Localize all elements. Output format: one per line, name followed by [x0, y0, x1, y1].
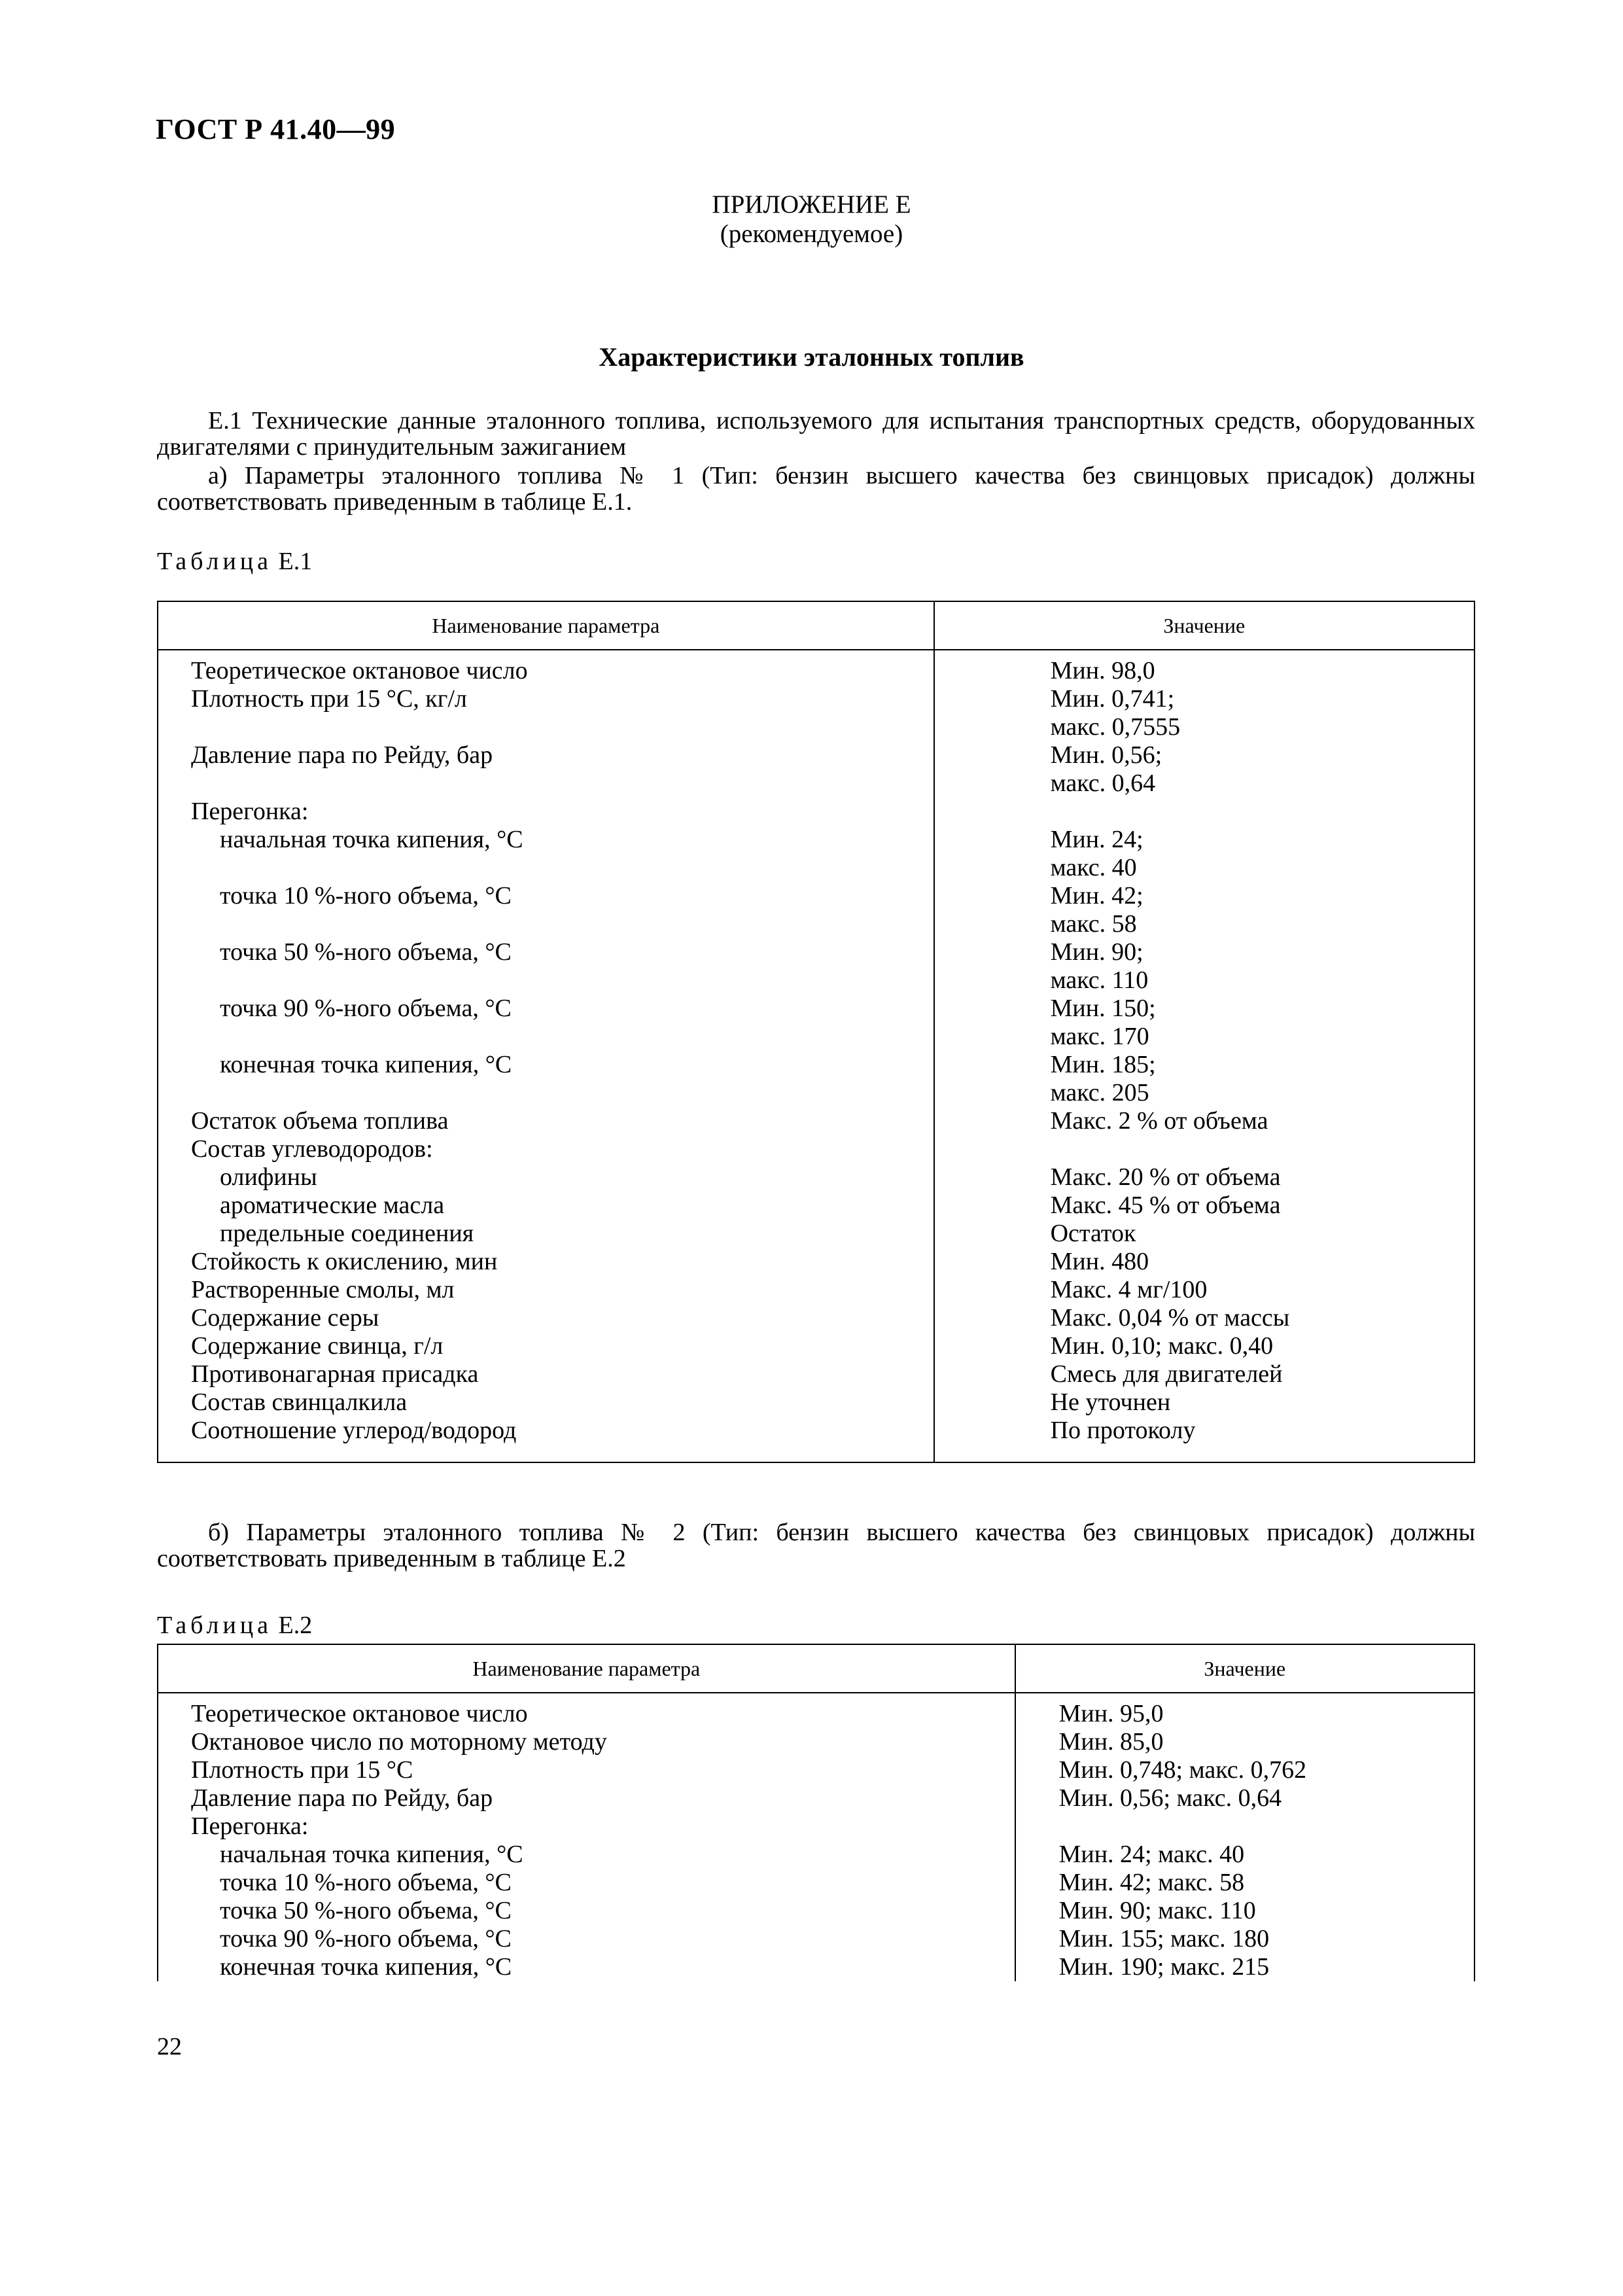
table-row: [158, 1276, 1475, 1304]
table1-header-value: Значение: [934, 601, 1475, 650]
param-value-cell: Мин. 42; макс. 58: [1015, 1869, 1475, 1897]
param-value-cell: Мин. 0,741;: [934, 685, 1475, 713]
table-row: [158, 685, 1475, 713]
param-name-cell: точка 10 %-ного объема, °С: [158, 882, 934, 910]
table-row: [158, 1332, 1475, 1360]
param-value-cell: макс. 58: [934, 910, 1475, 938]
table-row: [158, 1417, 1475, 1462]
param-value-cell: По протоколу: [934, 1417, 1475, 1462]
table-row: [158, 1897, 1475, 1925]
param-name-cell: [158, 854, 934, 882]
section-title: Характеристики эталонных топлив: [599, 342, 1024, 372]
table-row: [158, 1135, 1475, 1163]
param-value-cell: Мин. 155; макс. 180: [1015, 1925, 1475, 1953]
paragraph-b: [157, 1519, 1475, 1572]
table-row: [158, 1248, 1475, 1276]
param-value-cell: Мин. 90; макс. 110: [1015, 1897, 1475, 1925]
param-value-cell: Мин. 0,10; макс. 0,40: [934, 1332, 1475, 1360]
param-name-cell: олифины: [158, 1163, 934, 1192]
param-name-cell: Теоретическое октановое число: [158, 1693, 1015, 1728]
table1-header-name: Наименование параметра: [158, 601, 934, 650]
table-row: [158, 1841, 1475, 1869]
table-row: [158, 826, 1475, 854]
param-name-cell: Давление пара по Рейду, бар: [158, 741, 934, 769]
table-row: [158, 1953, 1475, 1981]
param-name-cell: точка 10 %-ного объема, °С: [158, 1869, 1015, 1897]
param-value-cell: Мин. 24;: [934, 826, 1475, 854]
paragraph-b-text: б) Параметры эталонного топлива № 2 (Тип: бензин высшего качества без свинцовых присадок) должны соответствовать приведенным в таблице Е.2: [157, 1519, 1475, 1572]
param-name-cell: начальная точка кипения, °С: [158, 1841, 1015, 1869]
param-value-cell: макс. 0,7555: [934, 713, 1475, 741]
table1: [157, 601, 1475, 1463]
param-name-cell: точка 90 %-ного объема, °С: [158, 995, 934, 1023]
param-name-cell: точка 90 %-ного объема, °С: [158, 1925, 1015, 1953]
table-row: [158, 1728, 1475, 1756]
param-value-cell: Мин. 85,0: [1015, 1728, 1475, 1756]
param-value-cell: Макс. 2 % от объема: [934, 1107, 1475, 1135]
page-number: 22: [157, 2033, 182, 2060]
table1-header-row: [158, 601, 1475, 650]
appendix-subtitle: (рекомендуемое): [720, 220, 903, 248]
table-row: [158, 1812, 1475, 1841]
table-row: [158, 798, 1475, 826]
table-row: [158, 1360, 1475, 1388]
table2-header-value: Значение: [1015, 1644, 1475, 1693]
param-value-cell: макс. 170: [934, 1023, 1475, 1051]
table-row: [158, 1869, 1475, 1897]
table2-caption-number: Е.2: [278, 1612, 313, 1639]
table-row: [158, 1693, 1475, 1728]
param-value-cell: Мин. 185;: [934, 1051, 1475, 1079]
param-name-cell: предельные соединения: [158, 1220, 934, 1248]
table-row: [158, 1051, 1475, 1079]
table2-caption-word: Таблица: [157, 1612, 273, 1639]
param-name-cell: Стойкость к окислению, мин: [158, 1248, 934, 1276]
table1-caption-number: Е.1: [278, 548, 313, 575]
param-name-cell: точка 50 %-ного объема, °С: [158, 938, 934, 966]
param-value-cell: [934, 798, 1475, 826]
param-value-cell: макс. 205: [934, 1079, 1475, 1107]
param-name-cell: Плотность при 15 °С, кг/л: [158, 685, 934, 713]
table2-caption: [157, 1611, 312, 1640]
table-row: [158, 882, 1475, 910]
table-row: [158, 1023, 1475, 1051]
param-name-cell: Состав свинцалкила: [158, 1388, 934, 1417]
param-name-cell: Состав углеводородов:: [158, 1135, 934, 1163]
param-value-cell: Мин. 24; макс. 40: [1015, 1841, 1475, 1869]
param-value-cell: Остаток: [934, 1220, 1475, 1248]
param-value-cell: Мин. 0,748; макс. 0,762: [1015, 1756, 1475, 1784]
param-name-cell: Плотность при 15 °С: [158, 1756, 1015, 1784]
param-value-cell: Мин. 42;: [934, 882, 1475, 910]
param-name-cell: [158, 1023, 934, 1051]
table1-caption: [157, 547, 312, 576]
table-row: [158, 713, 1475, 741]
param-name-cell: Перегонка:: [158, 798, 934, 826]
param-value-cell: [1015, 1812, 1475, 1841]
paragraph-a: [157, 463, 1475, 515]
param-value-cell: Мин. 190; макс. 215: [1015, 1953, 1475, 1981]
param-value-cell: Мин. 150;: [934, 995, 1475, 1023]
table-row: [158, 1304, 1475, 1332]
param-name-cell: Содержание свинца, г/л: [158, 1332, 934, 1360]
paragraph-e1-text: Е.1 Технические данные эталонного топлива, используемого для испытания транспортных средств, оборудованных двигателями с принудительным зажиганием: [157, 407, 1475, 461]
param-name-cell: [158, 966, 934, 995]
table-row: [158, 966, 1475, 995]
param-name-cell: Октановое число по моторному методу: [158, 1728, 1015, 1756]
table-row: [158, 995, 1475, 1023]
table2-header-row: [158, 1644, 1475, 1693]
param-name-cell: Соотношение углерод/водород: [158, 1417, 934, 1462]
param-name-cell: точка 50 %-ного объема, °С: [158, 1897, 1015, 1925]
param-value-cell: Макс. 20 % от объема: [934, 1163, 1475, 1192]
paragraph-e1: [157, 408, 1475, 460]
table-row: [158, 1079, 1475, 1107]
table1-caption-word: Таблица: [157, 548, 273, 575]
param-value-cell: Не уточнен: [934, 1388, 1475, 1417]
param-name-cell: Перегонка:: [158, 1812, 1015, 1841]
param-name-cell: [158, 1079, 934, 1107]
table2: [157, 1644, 1475, 1981]
param-name-cell: [158, 910, 934, 938]
table-row: [158, 741, 1475, 769]
param-value-cell: Мин. 0,56; макс. 0,64: [1015, 1784, 1475, 1812]
param-value-cell: Мин. 95,0: [1015, 1693, 1475, 1728]
table-row: [158, 1925, 1475, 1953]
param-name-cell: ароматические масла: [158, 1192, 934, 1220]
param-value-cell: Мин. 98,0: [934, 650, 1475, 685]
param-value-cell: Мин. 480: [934, 1248, 1475, 1276]
table-row: [158, 910, 1475, 938]
param-name-cell: начальная точка кипения, °С: [158, 826, 934, 854]
appendix-title: ПРИЛОЖЕНИЕ Е: [712, 190, 911, 219]
param-value-cell: Мин. 90;: [934, 938, 1475, 966]
param-value-cell: макс. 40: [934, 854, 1475, 882]
param-value-cell: макс. 110: [934, 966, 1475, 995]
param-name-cell: конечная точка кипения, °С: [158, 1953, 1015, 1981]
table-row: [158, 769, 1475, 798]
table-row: [158, 1163, 1475, 1192]
table-row: [158, 650, 1475, 685]
param-value-cell: Мин. 0,56;: [934, 741, 1475, 769]
param-name-cell: [158, 713, 934, 741]
param-value-cell: макс. 0,64: [934, 769, 1475, 798]
param-name-cell: Теоретическое октановое число: [158, 650, 934, 685]
param-value-cell: Макс. 45 % от объема: [934, 1192, 1475, 1220]
param-value-cell: [934, 1135, 1475, 1163]
table-row: [158, 1784, 1475, 1812]
param-value-cell: Макс. 0,04 % от массы: [934, 1304, 1475, 1332]
paragraph-a-text: а) Параметры эталонного топлива № 1 (Тип: бензин высшего качества без свинцовых присадок) должны соответствовать приведенным в таблице Е.1.: [157, 462, 1475, 516]
param-name-cell: Содержание серы: [158, 1304, 934, 1332]
param-value-cell: Макс. 4 мг/100: [934, 1276, 1475, 1304]
table1-body: [158, 650, 1475, 1462]
param-name-cell: Остаток объема топлива: [158, 1107, 934, 1135]
param-name-cell: Противонагарная присадка: [158, 1360, 934, 1388]
table-row: [158, 1220, 1475, 1248]
param-name-cell: [158, 769, 934, 798]
param-name-cell: конечная точка кипения, °С: [158, 1051, 934, 1079]
table-row: [158, 1388, 1475, 1417]
document-code: ГОСТ Р 41.40—99: [156, 113, 396, 145]
table-row: [158, 854, 1475, 882]
table2-header-name: Наименование параметра: [158, 1644, 1015, 1693]
table-row: [158, 1756, 1475, 1784]
table-row: [158, 1192, 1475, 1220]
param-name-cell: Растворенные смолы, мл: [158, 1276, 934, 1304]
param-name-cell: Давление пара по Рейду, бар: [158, 1784, 1015, 1812]
table2-body: [158, 1693, 1475, 1981]
param-value-cell: Смесь для двигателей: [934, 1360, 1475, 1388]
table-row: [158, 938, 1475, 966]
table-row: [158, 1107, 1475, 1135]
